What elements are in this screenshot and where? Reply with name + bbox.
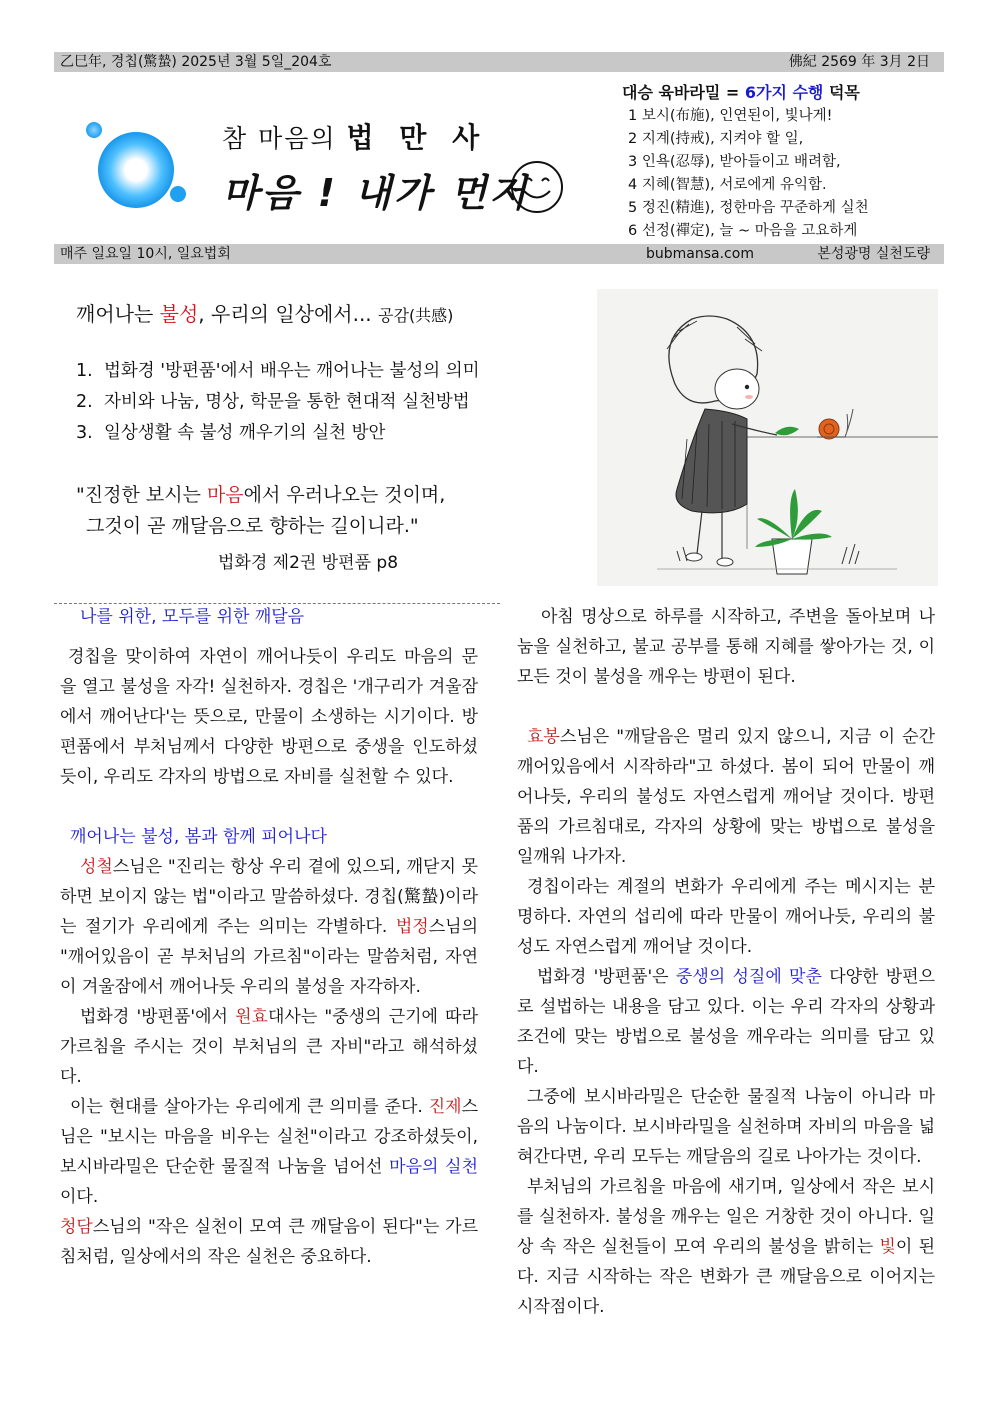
paramita-item: 4 지혜(智慧), 서로에게 유익함.: [628, 177, 827, 193]
paramita-item: 5 정진(精進), 정한마음 꾸준하게 실천: [628, 200, 869, 216]
paramita-item: 6 선정(禪定), 늘 ~ 마음을 고요하게: [628, 223, 858, 239]
logo-dot-icon: [170, 186, 186, 202]
paragraph: 아침 명상으로 하루를 시작하고, 주변을 돌아보며 나눔을 실천하고, 불교 공부를 통해 지혜를 쌓아가는 것, 이 모든 것이 불성을 깨우는 방편이 된다.: [517, 607, 935, 687]
paramita-item: 2 지계(持戒), 지켜야 할 일,: [628, 131, 804, 147]
topic-list: [76, 356, 480, 449]
paramita-list: [622, 80, 942, 243]
service-time: 매주 일요일 10시, 일요법회: [60, 246, 231, 262]
paragraph: 부처님의 가르침을 마음에 새기며, 일상에서 작은 보시를 실천하자. 불성을 깨우는 일은 거창한 것이 아니다. 일상 속 작은 실천들이 모여 우리의 불성을 밝히는 빛이 된다. 지금 시작하는 작은 변화가 큰 깨달음으로 이어지는 시작점이다.: [517, 1177, 936, 1317]
list-item: 2. 자비와 나눔, 명상, 학문을 통한 현대적 실천방법: [76, 392, 470, 412]
quote: "진정한 보시는 마음에서 우러나오는 것이며, 그것이 곧 깨달음으로 향하는 길이니라.": [76, 484, 446, 537]
info-bar: [54, 244, 944, 264]
header-bar: [54, 52, 944, 72]
temple-title: 법 만 사: [346, 121, 488, 154]
paragraph: 그중에 보시바라밀은 단순한 물질적 나눔이 아니라 마음의 나눔이다. 보시바라밀을 실천하며 자비의 마음을 넓혀간다면, 우리 모두는 깨달음의 길로 나아가는 것이다.: [517, 1087, 935, 1167]
paragraph: 법화경 '방편품'에서 원효대사는 "중생의 근기에 따라 가르침을 주시는 것이 부처님의 큰 자비"라고 해석하셨다.: [60, 1007, 478, 1087]
quote-source: 법화경 제2권 방편품 p8: [218, 553, 399, 573]
logo-dot-icon: [86, 122, 102, 138]
smiley-icon: [510, 160, 564, 214]
temple-motto: 본성광명 실천도량: [817, 246, 930, 262]
paragraph: 경칩을 맞이하여 자연이 깨어나듯이 우리도 마음의 문을 열고 불성을 자각! 실천하자. 경칩은 '개구리가 겨울잠에서 깨어난다'는 뜻으로, 만물이 소생하는 시기이다. 방편품에서 부처님께서 다양한 방편으로 중생을 인도하셨듯이, 우리도 각자의 방법으로 자비를 실천할 수 있다.: [60, 647, 478, 787]
paragraph: 경칩이라는 계절의 변화가 우리에게 주는 메시지는 분명하다. 자연의 섭리에 따라 만물이 깨어나듯, 우리의 불성도 자연스럽게 깨어날 것이다.: [517, 877, 935, 957]
section-heading: 깨어나는 불성, 봄과 함께 피어나다: [70, 827, 327, 847]
article-right-column: [517, 602, 935, 1322]
logo-ring-icon: [98, 132, 174, 208]
paragraph: 성철스님은 "진리는 항상 우리 곁에 있으되, 깨닫지 못하면 보이지 않는 법"이라고 말씀하셨다. 경칩(驚蟄)이라는 절기가 우리에게 주는 의미는 각별하다. 법정스님의 "깨어있음이 곧 부처님의 가르침"이라는 말씀처럼, 자연이 겨울잠에서 깨어나듯 우리의 불성을 자각하자.: [60, 857, 478, 997]
paragraph: 이는 현대를 살아가는 우리에게 큰 의미를 준다. 진제스님은 "보시는 마음을 비우는 실천"이라고 강조하셨듯이, 보시바라밀은 단순한 물질적 나눔을 넘어선 마음의 실천이다.: [60, 1097, 478, 1207]
paramita-item: 3 인욕(忍辱), 받아들이고 배려함,: [628, 154, 841, 170]
temple-name: [222, 116, 487, 156]
paramita-title: 대승 육바라밀 = 6가지 수행 덕목: [622, 83, 860, 102]
page-title: 깨어나는 불성, 우리의 일상에서... 공감(共感): [76, 302, 454, 326]
section-heading: 나를 위한, 모두를 위한 깨달음: [80, 607, 305, 627]
article-left-column: [60, 602, 478, 1272]
child-snail-illustration: [597, 289, 938, 586]
paragraph: 청담스님의 "작은 실천이 모여 큰 깨달음이 된다"는 가르침처럼, 일상에서의 작은 실천은 중요하다.: [60, 1217, 478, 1267]
buddhist-date: 佛紀 2569 年 3月 2日: [788, 54, 930, 70]
list-item: 1. 법화경 '방편품'에서 배우는 깨어나는 불성의 의미: [76, 361, 480, 381]
paramita-item: 1 보시(布施), 인연된이, 빛나게!: [628, 108, 833, 124]
website-link[interactable]: bubmansa.com: [646, 246, 754, 262]
list-item: 3. 일상생활 속 불성 깨우기의 실천 방안: [76, 423, 386, 443]
slogan: 마음 ! 내가 먼저: [222, 171, 530, 215]
temple-prefix: 참 마음의: [222, 124, 347, 153]
paragraph: 법화경 '방편품'은 중생의 성질에 맞춘 다양한 방편으로 설법하는 내용을 담고 있다. 이는 우리 각자의 상황과 조건에 맞는 방법으로 불성을 깨우라는 의미를 담고 있다.: [517, 967, 936, 1077]
paragraph: 효봉스님은 "깨달음은 멀리 있지 않으니, 지금 이 순간 깨어있음에서 시작하라"고 하셨다. 봄이 되어 만물이 깨어나듯, 우리의 불성도 자연스럽게 깨어날 것이다. 방편품의 가르침대로, 각자의 상황에 맞는 방법으로 불성을 일깨워 나가자.: [517, 727, 935, 867]
issue-date: 乙巳年, 경칩(驚蟄) 2025년 3월 5일_204호: [60, 54, 332, 70]
